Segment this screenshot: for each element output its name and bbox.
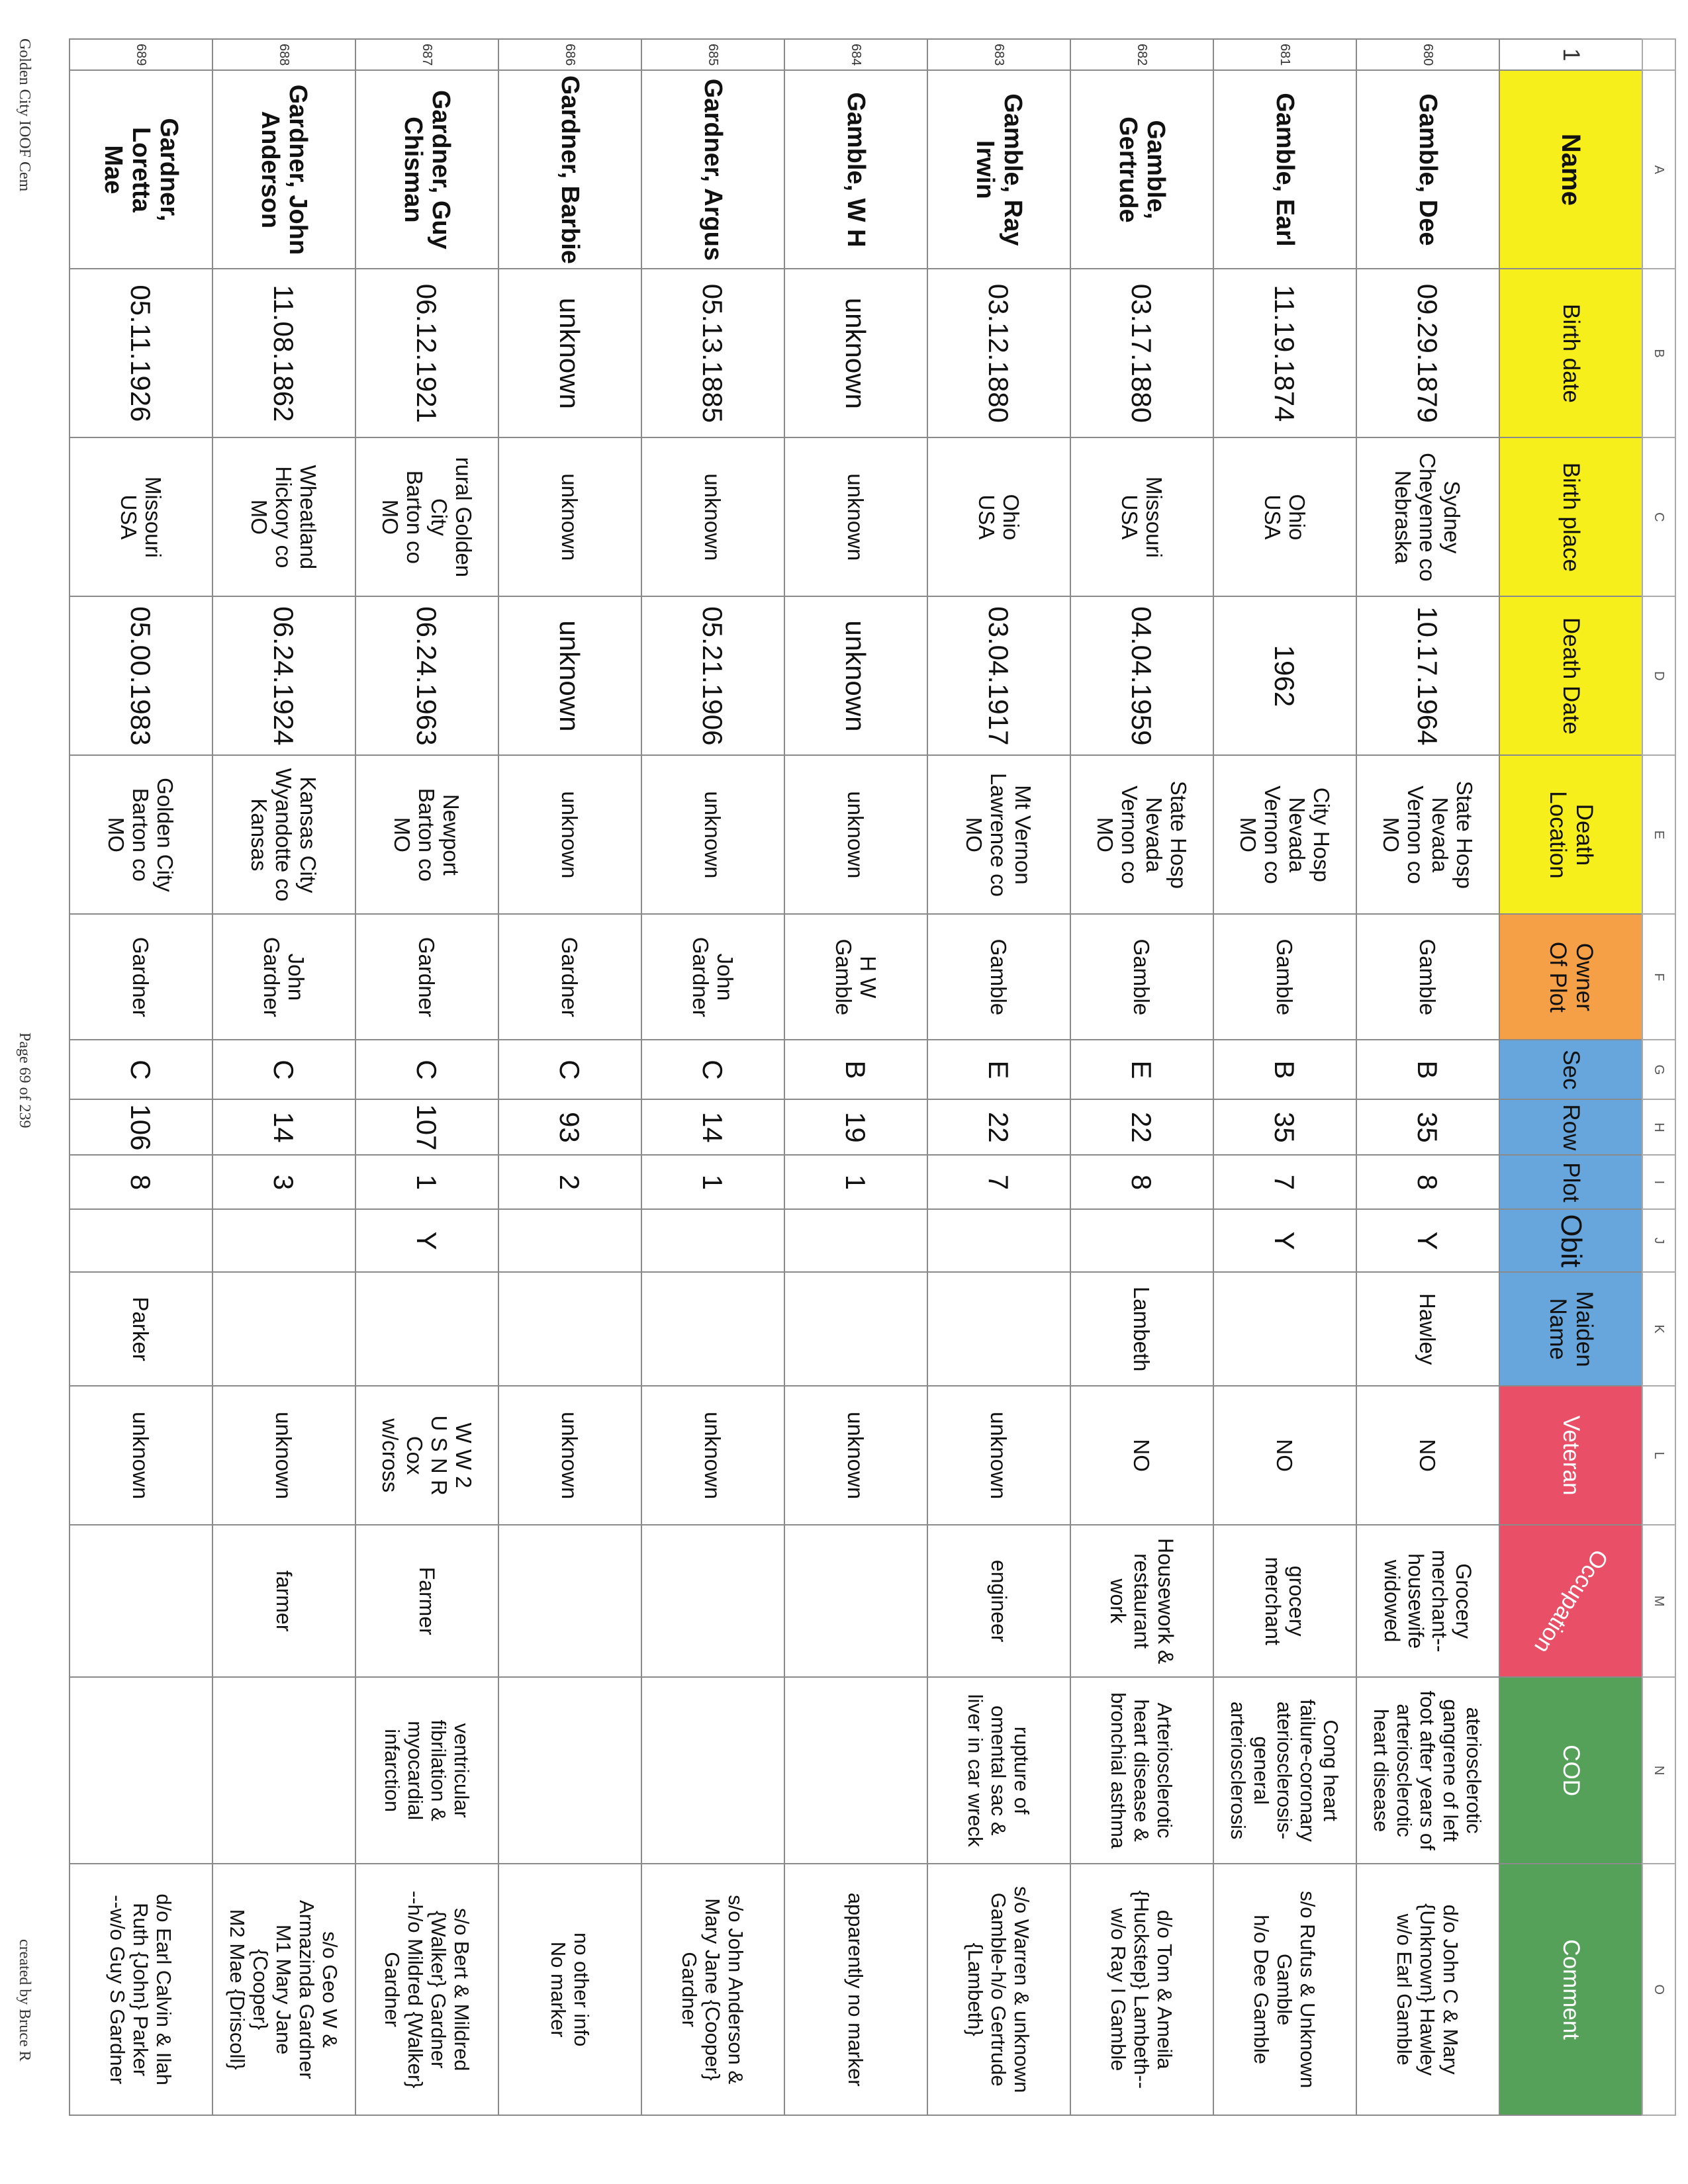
- birth-date-cell: 03.17.1880: [1070, 269, 1213, 437]
- column-letter: E: [1642, 755, 1675, 914]
- occupation-cell: Housework & restaurant work: [1070, 1525, 1213, 1677]
- table-row: [498, 39, 641, 2115]
- row-cell: 35: [1213, 1099, 1356, 1155]
- obit-cell: Y: [1356, 1209, 1499, 1272]
- comment-cell: s/o John Anderson & Mary Jane {Cooper} Gardner: [641, 1864, 784, 2115]
- birth-date-cell: 05.13.1885: [641, 269, 784, 437]
- sec-cell: B: [1356, 1040, 1499, 1099]
- row-number: 685: [641, 39, 784, 70]
- death-date-cell: 06.24.1924: [212, 596, 355, 755]
- owner-cell: John Gardner: [641, 914, 784, 1040]
- death-date-cell: 05.00.1983: [70, 596, 212, 755]
- column-letter: L: [1642, 1386, 1675, 1525]
- owner-cell: Gamble: [1213, 914, 1356, 1040]
- column-letter: C: [1642, 437, 1675, 596]
- plot-cell: 7: [1213, 1155, 1356, 1209]
- obit-cell: [784, 1209, 927, 1272]
- row-number: 680: [1356, 39, 1499, 70]
- maiden-name-cell: Hawley: [1356, 1272, 1499, 1386]
- table-row: [1356, 39, 1499, 2115]
- row-number: 686: [498, 39, 641, 70]
- birth-date-cell: unknown: [498, 269, 641, 437]
- cod-cell: ventricular fibrilation & myocardial infarction: [355, 1677, 498, 1864]
- sec-cell: C: [641, 1040, 784, 1099]
- header-row: Row: [1499, 1099, 1642, 1155]
- owner-cell: Gamble: [1070, 914, 1213, 1040]
- owner-cell: Gamble: [1356, 914, 1499, 1040]
- row-cell: 107: [355, 1099, 498, 1155]
- veteran-cell: unknown: [212, 1386, 355, 1525]
- cod-cell: Arteriosclerotic heart disease & bronchial asthma: [1070, 1677, 1213, 1864]
- name-cell: Gardner, John Anderson: [212, 70, 355, 269]
- plot-cell: 1: [784, 1155, 927, 1209]
- death-location-cell: State Hosp Nevada Vernon co MO: [1356, 755, 1499, 914]
- cod-cell: rupture of omental sac & liver in car wreck: [927, 1677, 1070, 1864]
- occupation-cell: [784, 1525, 927, 1677]
- table-row: [70, 39, 212, 2115]
- corner-cell: [1642, 39, 1675, 70]
- row-cell: 22: [927, 1099, 1070, 1155]
- header-birth-place: Birth place: [1499, 437, 1642, 596]
- table-row: [355, 39, 498, 2115]
- column-letter: G: [1642, 1040, 1675, 1099]
- header-cod: COD: [1499, 1677, 1642, 1864]
- table-row: [1213, 39, 1356, 2115]
- name-cell: Gardner, Argus: [641, 70, 784, 269]
- obit-cell: [70, 1209, 212, 1272]
- birth-date-cell: 11.08.1862: [212, 269, 355, 437]
- plot-cell: 1: [355, 1155, 498, 1209]
- header-plot: Plot: [1499, 1155, 1642, 1209]
- sec-cell: B: [784, 1040, 927, 1099]
- name-cell: Gardner, Loretta Mae: [70, 70, 212, 269]
- comment-cell: apparently no marker: [784, 1864, 927, 2115]
- comment-cell: s/o Warren & unknown Gamble-h/o Gertrude {Lambeth}: [927, 1864, 1070, 2115]
- header-veteran: Veteran: [1499, 1386, 1642, 1525]
- veteran-cell: unknown: [784, 1386, 927, 1525]
- birth-date-cell: 11.19.1874: [1213, 269, 1356, 437]
- name-cell: Gardner, Barbie: [498, 70, 641, 269]
- obit-cell: [641, 1209, 784, 1272]
- occupation-cell: farmer: [212, 1525, 355, 1677]
- cemetery-records-table: [69, 38, 1676, 2116]
- death-date-cell: 06.24.1963: [355, 596, 498, 755]
- row-cell: 22: [1070, 1099, 1213, 1155]
- obit-cell: [212, 1209, 355, 1272]
- column-letter: A: [1642, 70, 1675, 269]
- comment-cell: d/o John C & Mary {Unknown} Hawley w/o Earl Gamble: [1356, 1864, 1499, 2115]
- sec-cell: C: [498, 1040, 641, 1099]
- maiden-name-cell: [498, 1272, 641, 1386]
- death-date-cell: 05.21.1906: [641, 596, 784, 755]
- plot-cell: 8: [1356, 1155, 1499, 1209]
- column-letter: H: [1642, 1099, 1675, 1155]
- birth-place-cell: Ohio USA: [1213, 437, 1356, 596]
- sec-cell: C: [70, 1040, 212, 1099]
- maiden-name-cell: [927, 1272, 1070, 1386]
- sec-cell: C: [212, 1040, 355, 1099]
- death-location-cell: Newport Barton co MO: [355, 755, 498, 914]
- birth-date-cell: 09.29.1879: [1356, 269, 1499, 437]
- column-letter: D: [1642, 596, 1675, 755]
- birth-place-cell: Wheatland Hickory co MO: [212, 437, 355, 596]
- cod-cell: [498, 1677, 641, 1864]
- table-row: [641, 39, 784, 2115]
- obit-cell: [927, 1209, 1070, 1272]
- header-birth-date: Birth date: [1499, 269, 1642, 437]
- name-cell: Gamble, W H: [784, 70, 927, 269]
- death-date-cell: 04.04.1959: [1070, 596, 1213, 755]
- row-number: 684: [784, 39, 927, 70]
- owner-cell: H W Gamble: [784, 914, 927, 1040]
- maiden-name-cell: [355, 1272, 498, 1386]
- name-cell: Gamble, Ray Irwin: [927, 70, 1070, 269]
- maiden-name-cell: [1213, 1272, 1356, 1386]
- header-death-location: Death Location: [1499, 755, 1642, 914]
- header-row-number: 1: [1499, 39, 1642, 70]
- column-letter: F: [1642, 914, 1675, 1040]
- row-cell: 19: [784, 1099, 927, 1155]
- comment-cell: d/o Earl Calvin & Ilah Ruth {John} Parker --w/o Guy S Gardner: [70, 1864, 212, 2115]
- column-letter: J: [1642, 1209, 1675, 1272]
- column-letter: N: [1642, 1677, 1675, 1864]
- birth-place-cell: Ohio USA: [927, 437, 1070, 596]
- occupation-cell: [641, 1525, 784, 1677]
- row-number: 681: [1213, 39, 1356, 70]
- death-date-cell: 1962: [1213, 596, 1356, 755]
- cod-cell: Cong heart failure-coronary ateriosclerosis- general arteriosclerosis: [1213, 1677, 1356, 1864]
- footer-page-number: Page 69 of 239: [16, 1032, 33, 1128]
- header-comment: Comment: [1499, 1864, 1642, 2115]
- sec-cell: C: [355, 1040, 498, 1099]
- death-location-cell: unknown: [498, 755, 641, 914]
- birth-date-cell: unknown: [784, 269, 927, 437]
- owner-cell: Gardner: [498, 914, 641, 1040]
- table-row: [784, 39, 927, 2115]
- comment-cell: s/o Geo W & Armazinda Gardner M1 Mary Jane {Cooper} M2 Mae {Driscoll}: [212, 1864, 355, 2115]
- comment-cell: no other info No marker: [498, 1864, 641, 2115]
- row-number: 689: [70, 39, 212, 70]
- veteran-cell: unknown: [641, 1386, 784, 1525]
- death-location-cell: Golden City Barton co MO: [70, 755, 212, 914]
- header-name: Name: [1499, 70, 1642, 269]
- owner-cell: Gardner: [70, 914, 212, 1040]
- cod-cell: [784, 1677, 927, 1864]
- owner-cell: Gardner: [355, 914, 498, 1040]
- plot-cell: 2: [498, 1155, 641, 1209]
- cod-cell: [641, 1677, 784, 1864]
- death-location-cell: Mt Vernon Lawrence co MO: [927, 755, 1070, 914]
- header-row: [1499, 39, 1642, 2115]
- cod-cell: [212, 1677, 355, 1864]
- column-letter-row: [1642, 39, 1675, 2115]
- table-row: [212, 39, 355, 2115]
- death-location-cell: unknown: [784, 755, 927, 914]
- birth-date-cell: 06.12.1921: [355, 269, 498, 437]
- death-location-cell: State Hosp Nevada Vernon co MO: [1070, 755, 1213, 914]
- obit-cell: [1070, 1209, 1213, 1272]
- plot-cell: 8: [70, 1155, 212, 1209]
- death-location-cell: City Hosp Nevada Vernon co MO: [1213, 755, 1356, 914]
- sec-cell: E: [1070, 1040, 1213, 1099]
- column-letter: M: [1642, 1525, 1675, 1677]
- occupation-cell: [498, 1525, 641, 1677]
- maiden-name-cell: [212, 1272, 355, 1386]
- sec-cell: E: [927, 1040, 1070, 1099]
- row-cell: 14: [212, 1099, 355, 1155]
- birth-place-cell: Missouri USA: [1070, 437, 1213, 596]
- row-number: 682: [1070, 39, 1213, 70]
- cod-cell: ateriosclerotic gangrene of left foot after years of arteriosclerotic heart disease: [1356, 1677, 1499, 1864]
- maiden-name-cell: Lambeth: [1070, 1272, 1213, 1386]
- cod-cell: [70, 1677, 212, 1864]
- occupation-cell: Farmer: [355, 1525, 498, 1677]
- obit-cell: [498, 1209, 641, 1272]
- header-owner-of-plot: Owner Of Plot: [1499, 914, 1642, 1040]
- comment-cell: s/o Rufus & Unknown Gamble h/o Dee Gamble: [1213, 1864, 1356, 2115]
- veteran-cell: unknown: [498, 1386, 641, 1525]
- death-location-cell: Kansas City Wyandotte co Kansas: [212, 755, 355, 914]
- birth-date-cell: 03.12.1880: [927, 269, 1070, 437]
- owner-cell: Gamble: [927, 914, 1070, 1040]
- table-row: [927, 39, 1070, 2115]
- footer-right: created by Bruce R: [16, 1939, 33, 2062]
- header-occupation-label: Occupation: [1528, 1545, 1613, 1658]
- birth-date-cell: 05.11.1926: [70, 269, 212, 437]
- veteran-cell: NO: [1213, 1386, 1356, 1525]
- column-letter: B: [1642, 269, 1675, 437]
- header-occupation: [1499, 1525, 1642, 1677]
- maiden-name-cell: Parker: [70, 1272, 212, 1386]
- obit-cell: Y: [355, 1209, 498, 1272]
- death-date-cell: unknown: [498, 596, 641, 755]
- header-obit: Obit: [1499, 1209, 1642, 1272]
- column-letter: K: [1642, 1272, 1675, 1386]
- name-cell: Gamble, Dee: [1356, 70, 1499, 269]
- plot-cell: 1: [641, 1155, 784, 1209]
- plot-cell: 3: [212, 1155, 355, 1209]
- column-letter: I: [1642, 1155, 1675, 1209]
- occupation-cell: engineer: [927, 1525, 1070, 1677]
- plot-cell: 7: [927, 1155, 1070, 1209]
- name-cell: Gamble, Earl: [1213, 70, 1356, 269]
- owner-cell: John Gardner: [212, 914, 355, 1040]
- row-number: 683: [927, 39, 1070, 70]
- row-cell: 93: [498, 1099, 641, 1155]
- occupation-cell: Grocery merchant-- housewife widowed: [1356, 1525, 1499, 1677]
- header-death-date: Death Date: [1499, 596, 1642, 755]
- veteran-cell: NO: [1356, 1386, 1499, 1525]
- plot-cell: 8: [1070, 1155, 1213, 1209]
- birth-place-cell: unknown: [784, 437, 927, 596]
- name-cell: Gamble, Gertrude: [1070, 70, 1213, 269]
- veteran-cell: unknown: [70, 1386, 212, 1525]
- birth-place-cell: Sydney Cheyenne co Nebraska: [1356, 437, 1499, 596]
- death-date-cell: unknown: [784, 596, 927, 755]
- row-number: 687: [355, 39, 498, 70]
- comment-cell: d/o Tom & Ameila {Huckstep} Lambeth-- w/o Ray I Gamble: [1070, 1864, 1213, 2115]
- row-number: 688: [212, 39, 355, 70]
- birth-place-cell: unknown: [498, 437, 641, 596]
- birth-place-cell: Missouri USA: [70, 437, 212, 596]
- death-location-cell: unknown: [641, 755, 784, 914]
- maiden-name-cell: [784, 1272, 927, 1386]
- death-date-cell: 10.17.1964: [1356, 596, 1499, 755]
- veteran-cell: NO: [1070, 1386, 1213, 1525]
- obit-cell: Y: [1213, 1209, 1356, 1272]
- maiden-name-cell: [641, 1272, 784, 1386]
- row-cell: 35: [1356, 1099, 1499, 1155]
- column-letter: O: [1642, 1864, 1675, 2115]
- footer-left: Golden City IOOF Cem: [16, 38, 33, 192]
- header-maiden-name: Maiden Name: [1499, 1272, 1642, 1386]
- birth-place-cell: rural Golden City Barton co MO: [355, 437, 498, 596]
- veteran-cell: unknown: [927, 1386, 1070, 1525]
- death-date-cell: 03.04.1917: [927, 596, 1070, 755]
- occupation-cell: [70, 1525, 212, 1677]
- occupation-cell: grocery merchant: [1213, 1525, 1356, 1677]
- row-cell: 106: [70, 1099, 212, 1155]
- birth-place-cell: unknown: [641, 437, 784, 596]
- name-cell: Gardner, Guy Chisman: [355, 70, 498, 269]
- header-sec: Sec: [1499, 1040, 1642, 1099]
- sec-cell: B: [1213, 1040, 1356, 1099]
- veteran-cell: W W 2 U S N R Cox w/cross: [355, 1386, 498, 1525]
- table-row: [1070, 39, 1213, 2115]
- comment-cell: s/o Bert & Mildred {Walker} Gardner --h/o Mildred {Walker} Gardner: [355, 1864, 498, 2115]
- row-cell: 14: [641, 1099, 784, 1155]
